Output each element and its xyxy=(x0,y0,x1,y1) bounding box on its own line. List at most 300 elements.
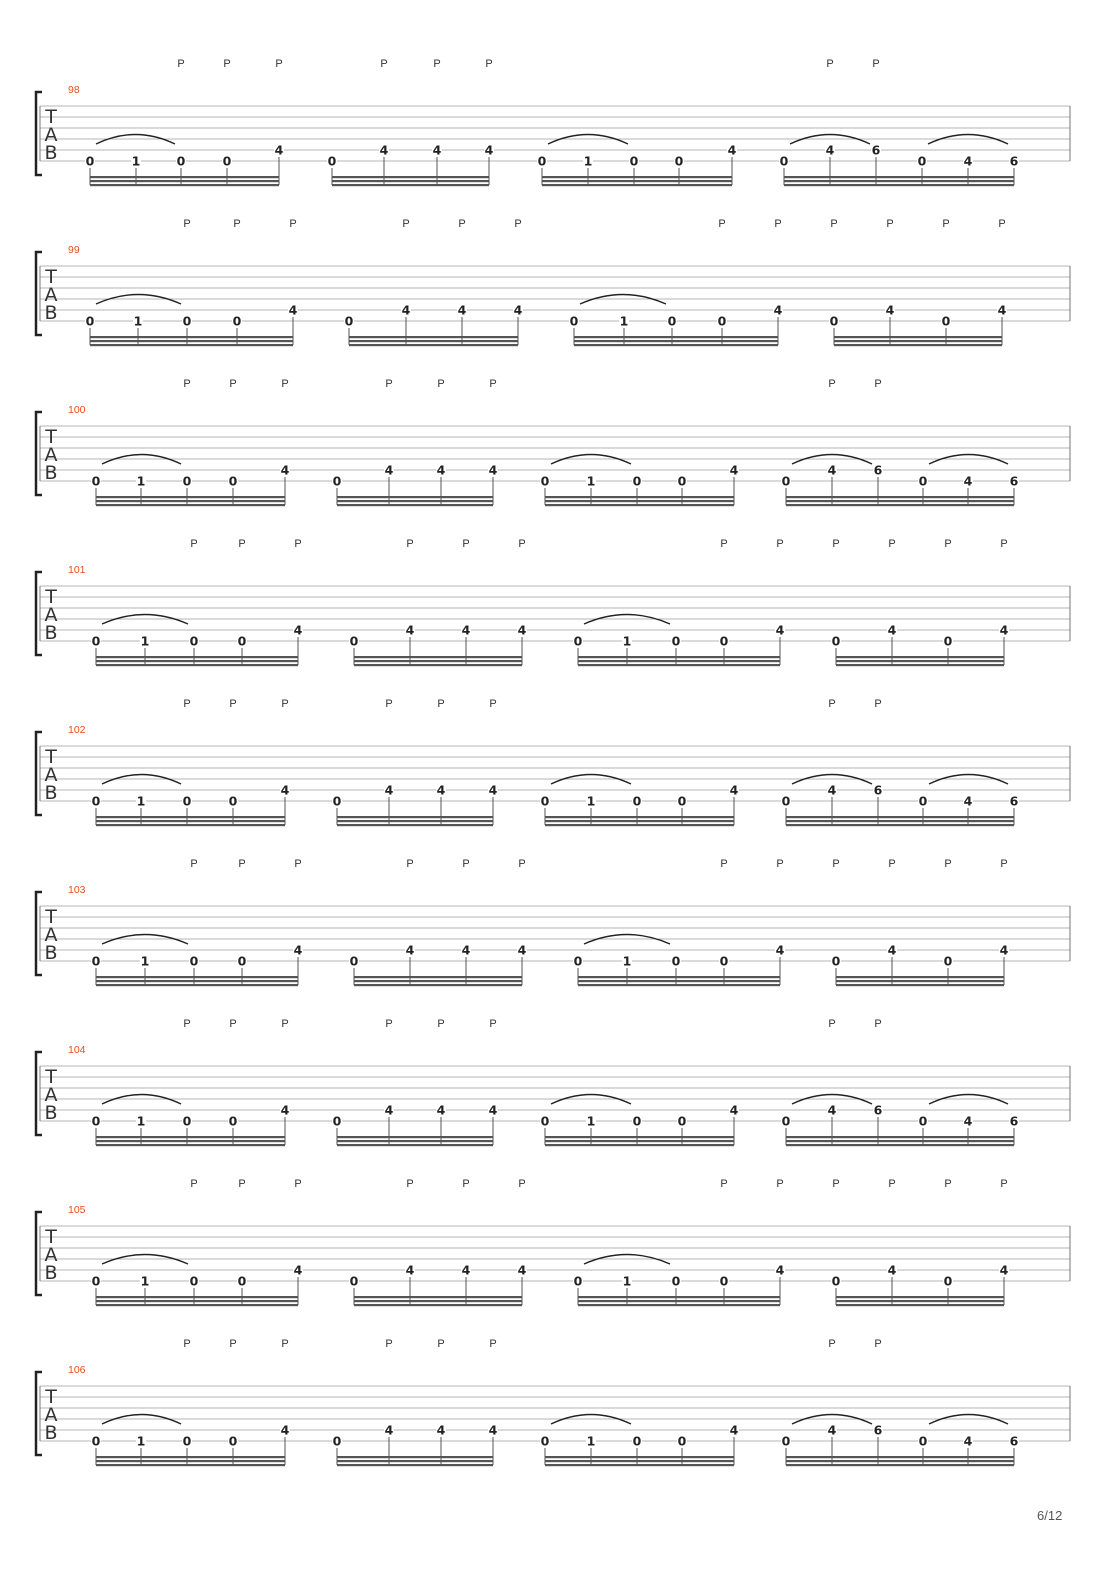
pull-off-mark: P xyxy=(720,538,728,550)
tab-clef-letter: B xyxy=(44,1422,58,1444)
beam xyxy=(574,340,778,342)
tab-clef-letter: T xyxy=(45,106,57,128)
fret-number: 4 xyxy=(432,142,442,158)
fret-number: 0 xyxy=(829,313,839,329)
beam xyxy=(784,180,1014,182)
fret-number: 1 xyxy=(136,1113,146,1129)
beam xyxy=(578,1300,780,1302)
beam xyxy=(337,1136,493,1138)
beam xyxy=(542,176,732,178)
beam xyxy=(786,500,1014,502)
tab-clef-letter: B xyxy=(44,622,58,644)
fret-number: 0 xyxy=(189,633,199,649)
tab-clef-letter: T xyxy=(45,1066,57,1088)
pull-off-mark: P xyxy=(518,858,526,870)
fret-number: 4 xyxy=(280,1422,290,1438)
beam xyxy=(90,180,279,182)
beam xyxy=(337,824,493,826)
pull-off-mark: P xyxy=(462,538,470,550)
tab-clef-letter: A xyxy=(44,284,58,306)
pull-off-mark: P xyxy=(832,1178,840,1190)
beam xyxy=(545,500,734,502)
fret-number: 4 xyxy=(885,302,895,318)
fret-number: 4 xyxy=(827,1422,837,1438)
fret-number: 0 xyxy=(537,153,547,169)
fret-number: 0 xyxy=(540,1433,550,1449)
fret-number: 0 xyxy=(573,633,583,649)
fret-number: 1 xyxy=(136,793,146,809)
beam xyxy=(90,336,293,338)
tab-clef-letter: T xyxy=(45,906,57,928)
beam xyxy=(574,344,778,346)
fret-number: 0 xyxy=(237,953,247,969)
beam xyxy=(337,1460,493,1462)
system-bracket xyxy=(36,1372,42,1455)
pull-off-mark: P xyxy=(942,218,950,230)
fret-number: 4 xyxy=(513,302,523,318)
pull-off-mark: P xyxy=(874,698,882,710)
tab-clef-letter: T xyxy=(45,586,57,608)
fret-number: 0 xyxy=(677,1433,687,1449)
pull-off-mark: P xyxy=(998,218,1006,230)
pull-off-mark: P xyxy=(874,1018,882,1030)
pull-off-mark: P xyxy=(776,1178,784,1190)
tab-system xyxy=(36,1338,1070,1466)
system-bracket xyxy=(36,732,42,815)
fret-number: 4 xyxy=(729,1102,739,1118)
pull-off-mark: P xyxy=(275,58,283,70)
fret-number: 6 xyxy=(873,782,883,798)
beam xyxy=(96,824,285,826)
fret-number: 1 xyxy=(622,953,632,969)
pull-off-mark: P xyxy=(183,218,191,230)
beam xyxy=(96,1140,285,1142)
beam xyxy=(90,184,279,186)
fret-number: 4 xyxy=(280,462,290,478)
beam xyxy=(349,344,518,346)
pull-off-mark: P xyxy=(289,218,297,230)
fret-number: 0 xyxy=(176,153,186,169)
pull-off-mark: P xyxy=(385,1018,393,1030)
fret-number: 1 xyxy=(586,473,596,489)
pull-off-mark: P xyxy=(489,1338,497,1350)
pull-off-mark: P xyxy=(437,698,445,710)
pull-off-mark: P xyxy=(944,858,952,870)
fret-number: 0 xyxy=(540,793,550,809)
pull-off-mark: P xyxy=(888,1178,896,1190)
fret-number: 4 xyxy=(484,142,494,158)
fret-number: 0 xyxy=(632,473,642,489)
fret-number: 0 xyxy=(232,313,242,329)
beam xyxy=(578,976,780,978)
beam xyxy=(90,340,293,342)
fret-number: 4 xyxy=(775,942,785,958)
beam xyxy=(834,336,1002,338)
beam xyxy=(354,1300,522,1302)
pull-off-mark: P xyxy=(518,538,526,550)
beam xyxy=(545,1460,734,1462)
fret-number: 0 xyxy=(671,953,681,969)
fret-number: 4 xyxy=(384,1422,394,1438)
pull-off-mark: P xyxy=(183,1338,191,1350)
beam xyxy=(354,980,522,982)
beam xyxy=(96,500,285,502)
pull-off-mark: P xyxy=(238,1178,246,1190)
fret-number: 0 xyxy=(91,793,101,809)
pull-off-mark: P xyxy=(832,538,840,550)
beam xyxy=(786,820,1014,822)
pull-off-mark: P xyxy=(229,1018,237,1030)
page-number: 6/12 xyxy=(1037,1508,1063,1523)
fret-number: 0 xyxy=(677,1113,687,1129)
fret-number: 0 xyxy=(85,153,95,169)
fret-number: 4 xyxy=(517,942,527,958)
fret-number: 4 xyxy=(729,782,739,798)
pull-off-mark: P xyxy=(874,378,882,390)
beam xyxy=(96,1296,298,1298)
fret-number: 4 xyxy=(775,1262,785,1278)
fret-number: 4 xyxy=(517,622,527,638)
beam xyxy=(337,1456,493,1458)
tab-clef-letter: T xyxy=(45,266,57,288)
fret-number: 0 xyxy=(719,633,729,649)
fret-number: 4 xyxy=(999,622,1009,638)
fret-number: 4 xyxy=(461,622,471,638)
fret-number: 4 xyxy=(280,1102,290,1118)
beam xyxy=(786,1144,1014,1146)
fret-number: 4 xyxy=(457,302,467,318)
pull-off-mark: P xyxy=(830,218,838,230)
beam xyxy=(96,980,298,982)
beam xyxy=(337,1140,493,1142)
beam xyxy=(578,656,780,658)
beam xyxy=(354,1296,522,1298)
fret-number: 4 xyxy=(488,1102,498,1118)
beam xyxy=(545,820,734,822)
fret-number: 0 xyxy=(781,473,791,489)
measure-number: 105 xyxy=(68,1204,86,1216)
system-bracket xyxy=(36,1052,42,1135)
beam xyxy=(545,816,734,818)
measure-number: 103 xyxy=(68,884,86,896)
beam xyxy=(349,340,518,342)
fret-number: 0 xyxy=(237,633,247,649)
fret-number: 4 xyxy=(436,1102,446,1118)
beam xyxy=(786,496,1014,498)
tab-clef-letter: A xyxy=(44,444,58,466)
tab-system xyxy=(36,218,1070,346)
fret-number: 6 xyxy=(1009,1113,1019,1129)
fret-number: 0 xyxy=(677,793,687,809)
beam xyxy=(96,1144,285,1146)
pull-off-mark: P xyxy=(183,1018,191,1030)
fret-number: 0 xyxy=(237,1273,247,1289)
beam xyxy=(836,1304,1004,1306)
tab-clef-letter: T xyxy=(45,1386,57,1408)
pull-off-mark: P xyxy=(238,538,246,550)
beam xyxy=(337,504,493,506)
beam xyxy=(836,1296,1004,1298)
fret-number: 1 xyxy=(136,1433,146,1449)
beam xyxy=(96,1136,285,1138)
beam xyxy=(545,1144,734,1146)
beam xyxy=(354,984,522,986)
pull-off-mark: P xyxy=(183,698,191,710)
pull-off-mark: P xyxy=(223,58,231,70)
pull-off-mark: P xyxy=(233,218,241,230)
fret-number: 0 xyxy=(719,953,729,969)
fret-number: 4 xyxy=(773,302,783,318)
fret-number: 4 xyxy=(293,622,303,638)
fret-number: 4 xyxy=(280,782,290,798)
pull-off-mark: P xyxy=(874,1338,882,1350)
fret-number: 1 xyxy=(133,313,143,329)
fret-number: 6 xyxy=(871,142,881,158)
beam xyxy=(337,820,493,822)
pull-off-mark: P xyxy=(828,698,836,710)
pull-off-mark: P xyxy=(229,1338,237,1350)
fret-number: 0 xyxy=(831,1273,841,1289)
fret-number: 0 xyxy=(943,1273,953,1289)
beam xyxy=(786,1136,1014,1138)
fret-number: 0 xyxy=(632,793,642,809)
fret-number: 1 xyxy=(140,953,150,969)
fret-number: 4 xyxy=(997,302,1007,318)
fret-number: 0 xyxy=(943,953,953,969)
fret-number: 0 xyxy=(182,473,192,489)
beam xyxy=(337,816,493,818)
fret-number: 4 xyxy=(405,1262,415,1278)
pull-off-mark: P xyxy=(437,378,445,390)
fret-number: 0 xyxy=(573,953,583,969)
tab-system xyxy=(36,538,1070,666)
pull-off-mark: P xyxy=(406,858,414,870)
beam xyxy=(545,504,734,506)
fret-number: 4 xyxy=(384,1102,394,1118)
beam xyxy=(578,1296,780,1298)
pull-off-mark: P xyxy=(828,1018,836,1030)
fret-number: 4 xyxy=(405,942,415,958)
fret-number: 0 xyxy=(228,1113,238,1129)
fret-number: 1 xyxy=(586,1113,596,1129)
tab-clef-letter: A xyxy=(44,604,58,626)
beam xyxy=(90,176,279,178)
fret-number: 0 xyxy=(941,313,951,329)
fret-number: 0 xyxy=(667,313,677,329)
beam xyxy=(545,1456,734,1458)
pull-off-mark: P xyxy=(238,858,246,870)
fret-number: 0 xyxy=(781,1113,791,1129)
beam xyxy=(96,816,285,818)
fret-number: 0 xyxy=(349,953,359,969)
fret-number: 0 xyxy=(91,1273,101,1289)
beam xyxy=(96,984,298,986)
fret-number: 0 xyxy=(677,473,687,489)
fret-number: 4 xyxy=(379,142,389,158)
fret-number: 0 xyxy=(781,793,791,809)
pull-off-mark: P xyxy=(1000,1178,1008,1190)
beam xyxy=(90,344,293,346)
tab-clef-letter: B xyxy=(44,1262,58,1284)
fret-number: 1 xyxy=(583,153,593,169)
beam xyxy=(578,664,780,666)
fret-number: 4 xyxy=(461,1262,471,1278)
fret-number: 6 xyxy=(1009,793,1019,809)
fret-number: 4 xyxy=(827,462,837,478)
beam xyxy=(578,1304,780,1306)
pull-off-mark: P xyxy=(944,1178,952,1190)
fret-number: 6 xyxy=(873,1102,883,1118)
beam xyxy=(786,1464,1014,1466)
pull-off-mark: P xyxy=(385,1338,393,1350)
fret-number: 6 xyxy=(1009,473,1019,489)
pull-off-mark: P xyxy=(190,538,198,550)
fret-number: 0 xyxy=(91,953,101,969)
fret-number: 0 xyxy=(540,473,550,489)
tab-clef-letter: A xyxy=(44,124,58,146)
fret-number: 4 xyxy=(887,622,897,638)
pull-off-mark: P xyxy=(385,378,393,390)
fret-number: 4 xyxy=(963,1433,973,1449)
fret-number: 4 xyxy=(727,142,737,158)
fret-number: 4 xyxy=(293,1262,303,1278)
beam xyxy=(354,660,522,662)
tab-system xyxy=(36,698,1070,826)
fret-number: 0 xyxy=(182,313,192,329)
fret-number: 0 xyxy=(349,1273,359,1289)
pull-off-mark: P xyxy=(433,58,441,70)
beam xyxy=(578,980,780,982)
fret-number: 4 xyxy=(488,782,498,798)
measure-number: 104 xyxy=(68,1044,86,1056)
pull-off-mark: P xyxy=(485,58,493,70)
tab-clef-letter: B xyxy=(44,782,58,804)
beam xyxy=(784,176,1014,178)
pull-off-mark: P xyxy=(489,1018,497,1030)
beam xyxy=(96,1460,285,1462)
fret-number: 1 xyxy=(586,793,596,809)
fret-number: 1 xyxy=(140,633,150,649)
pull-off-mark: P xyxy=(281,378,289,390)
fret-number: 4 xyxy=(436,1422,446,1438)
pull-off-mark: P xyxy=(462,1178,470,1190)
tab-clef-letter: A xyxy=(44,1084,58,1106)
fret-number: 4 xyxy=(963,473,973,489)
fret-number: 4 xyxy=(384,462,394,478)
beam xyxy=(332,184,489,186)
fret-number: 0 xyxy=(332,793,342,809)
pull-off-mark: P xyxy=(385,698,393,710)
fret-number: 0 xyxy=(632,1433,642,1449)
fret-number: 0 xyxy=(332,473,342,489)
fret-number: 4 xyxy=(729,462,739,478)
fret-number: 0 xyxy=(674,153,684,169)
beam xyxy=(337,496,493,498)
tab-system xyxy=(36,378,1070,506)
fret-number: 0 xyxy=(189,1273,199,1289)
beam xyxy=(834,344,1002,346)
pull-off-mark: P xyxy=(402,218,410,230)
pull-off-mark: P xyxy=(718,218,726,230)
system-bracket xyxy=(36,412,42,495)
fret-number: 0 xyxy=(918,1113,928,1129)
fret-number: 0 xyxy=(189,953,199,969)
fret-number: 1 xyxy=(619,313,629,329)
fret-number: 6 xyxy=(873,1422,883,1438)
pull-off-mark: P xyxy=(406,538,414,550)
fret-number: 0 xyxy=(182,793,192,809)
fret-number: 4 xyxy=(999,942,1009,958)
beam xyxy=(836,980,1004,982)
beam xyxy=(578,984,780,986)
tab-system xyxy=(36,858,1070,986)
fret-number: 4 xyxy=(517,1262,527,1278)
beam xyxy=(349,336,518,338)
beam xyxy=(786,816,1014,818)
fret-number: 0 xyxy=(228,1433,238,1449)
system-bracket xyxy=(36,92,42,175)
fret-number: 4 xyxy=(405,622,415,638)
tab-clef-letter: B xyxy=(44,462,58,484)
fret-number: 0 xyxy=(327,153,337,169)
pull-off-mark: P xyxy=(832,858,840,870)
pull-off-mark: P xyxy=(514,218,522,230)
fret-number: 0 xyxy=(91,1113,101,1129)
beam xyxy=(786,1456,1014,1458)
beam xyxy=(96,660,298,662)
fret-number: 6 xyxy=(1009,1433,1019,1449)
beam xyxy=(96,1464,285,1466)
system-bracket xyxy=(36,1212,42,1295)
fret-number: 4 xyxy=(887,1262,897,1278)
beam xyxy=(545,1136,734,1138)
fret-number: 4 xyxy=(729,1422,739,1438)
fret-number: 0 xyxy=(91,633,101,649)
fret-number: 1 xyxy=(136,473,146,489)
pull-off-mark: P xyxy=(190,858,198,870)
beam xyxy=(96,504,285,506)
pull-off-mark: P xyxy=(518,1178,526,1190)
fret-number: 1 xyxy=(140,1273,150,1289)
fret-number: 0 xyxy=(91,1433,101,1449)
tab-clef-letter: B xyxy=(44,1102,58,1124)
fret-number: 0 xyxy=(918,1433,928,1449)
fret-number: 4 xyxy=(827,1102,837,1118)
beam xyxy=(96,1300,298,1302)
fret-number: 0 xyxy=(85,313,95,329)
fret-number: 0 xyxy=(344,313,354,329)
beam xyxy=(337,500,493,502)
fret-number: 4 xyxy=(436,462,446,478)
fret-number: 6 xyxy=(1009,153,1019,169)
fret-number: 0 xyxy=(629,153,639,169)
measure-number: 102 xyxy=(68,724,86,736)
pull-off-mark: P xyxy=(888,858,896,870)
fret-number: 0 xyxy=(917,153,927,169)
tab-system xyxy=(36,1018,1070,1146)
fret-number: 4 xyxy=(293,942,303,958)
beam xyxy=(96,976,298,978)
pull-off-mark: P xyxy=(776,538,784,550)
fret-number: 0 xyxy=(831,633,841,649)
tab-clef-letter: T xyxy=(45,1226,57,1248)
pull-off-mark: P xyxy=(281,698,289,710)
beam xyxy=(545,496,734,498)
pull-off-mark: P xyxy=(183,378,191,390)
fret-number: 0 xyxy=(91,473,101,489)
beam xyxy=(574,336,778,338)
tab-clef-letter: B xyxy=(44,142,58,164)
